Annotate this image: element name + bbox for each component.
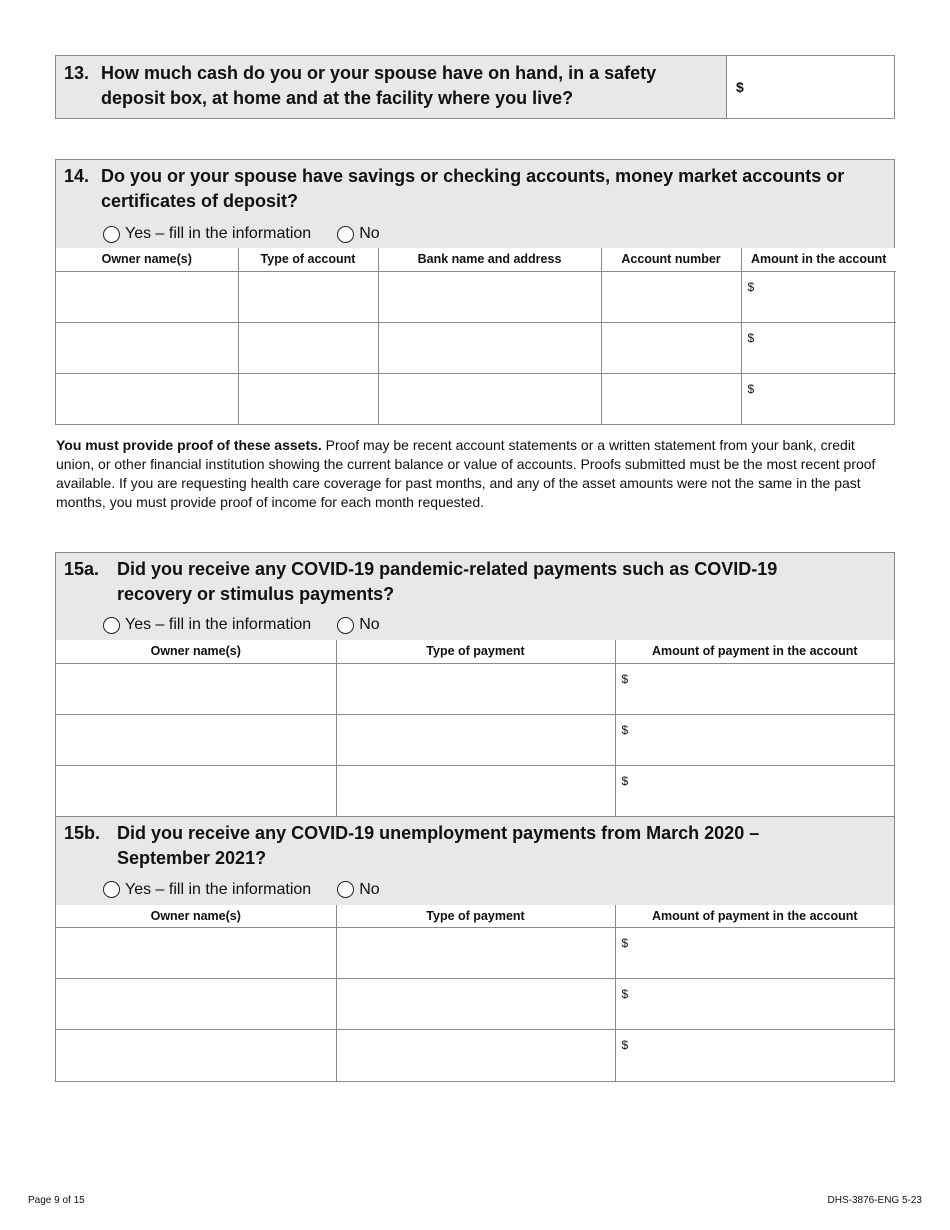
type-input[interactable]	[336, 714, 615, 765]
proof-note-bold: You must provide proof of these assets.	[56, 437, 322, 453]
amount-input[interactable]: $	[741, 373, 896, 424]
q14-question: Do you or your spouse have savings or checking accounts, money market accounts or certificates of deposit?	[101, 166, 845, 211]
q13-currency: $	[736, 79, 744, 95]
type-input[interactable]	[336, 765, 615, 816]
q15a-payments-table	[56, 640, 894, 817]
table-row	[56, 928, 894, 979]
owner-input[interactable]	[56, 663, 336, 714]
type-input[interactable]	[336, 663, 615, 714]
account-number-input[interactable]	[601, 271, 741, 322]
owner-input[interactable]	[56, 271, 238, 322]
table-row	[56, 373, 896, 424]
account-number-input[interactable]	[601, 322, 741, 373]
amount-input[interactable]: $	[615, 1030, 894, 1081]
owner-input[interactable]	[56, 928, 336, 979]
col-owner-names: Owner name(s)	[56, 248, 238, 271]
type-input[interactable]	[238, 271, 378, 322]
q15a-question: Did you receive any COVID-19 pandemic-related payments such as COVID-19 recovery or stimulus payments?	[117, 559, 778, 604]
col-type-of-account: Type of account	[238, 248, 378, 271]
table-row	[56, 979, 894, 1030]
col-owner-names: Owner name(s)	[56, 905, 336, 928]
radio-circle-icon[interactable]	[337, 881, 354, 898]
q15b-payments-table	[56, 905, 894, 1081]
type-input[interactable]	[336, 979, 615, 1030]
q14-header	[56, 160, 894, 248]
page-number: Page 9 of 15	[28, 1195, 85, 1206]
form-id: DHS-3876-ENG 5-23	[827, 1195, 922, 1206]
q14-no-radio[interactable]: No	[337, 225, 379, 243]
radio-circle-icon[interactable]	[337, 617, 354, 634]
col-amount-of-payment: Amount of payment in the account	[615, 905, 894, 928]
table-header-row	[56, 248, 896, 271]
q13-box	[55, 55, 895, 119]
owner-input[interactable]	[56, 1030, 336, 1081]
amount-input[interactable]: $	[615, 663, 894, 714]
type-input[interactable]	[336, 928, 615, 979]
bank-input[interactable]	[378, 322, 601, 373]
table-row	[56, 1030, 894, 1081]
amount-input[interactable]: $	[615, 714, 894, 765]
owner-input[interactable]	[56, 979, 336, 1030]
q15a-number: 15a.	[64, 559, 100, 579]
q13-amount-input[interactable]	[727, 56, 894, 118]
q15-box	[55, 552, 895, 1082]
owner-input[interactable]	[56, 373, 238, 424]
q14-yes-radio[interactable]: Yes – fill in the information	[103, 225, 311, 243]
table-row	[56, 714, 894, 765]
radio-circle-icon[interactable]	[103, 226, 120, 243]
table-header-row	[56, 640, 894, 663]
q13-number: 13.	[64, 63, 90, 83]
col-amount-of-payment: Amount of payment in the account	[615, 640, 894, 663]
owner-input[interactable]	[56, 714, 336, 765]
q15a-header	[56, 553, 894, 640]
type-input[interactable]	[238, 322, 378, 373]
col-type-of-payment: Type of payment	[336, 640, 615, 663]
owner-input[interactable]	[56, 765, 336, 816]
amount-input[interactable]: $	[615, 765, 894, 816]
type-input[interactable]	[238, 373, 378, 424]
radio-circle-icon[interactable]	[103, 881, 120, 898]
q15b-no-radio[interactable]: No	[337, 881, 379, 899]
account-number-input[interactable]	[601, 373, 741, 424]
q15a-radio-group	[103, 613, 886, 637]
radio-circle-icon[interactable]	[337, 226, 354, 243]
q14-radio-group	[103, 222, 886, 246]
table-row	[56, 322, 896, 373]
amount-input[interactable]: $	[615, 979, 894, 1030]
q13-question: How much cash do you or your spouse have on hand, in a safety deposit box, at home and at the facility where you live?	[101, 63, 657, 108]
proof-note-text: Proof may be recent account statements or a written statement from your bank, credit union, or other financial institution showing the current balance or value of accounts. Proofs submitted must be the most recent proof available. If you are requesting health care coverage for past months, and any of the asset amounts were not the same in the past months, you must provide proof of income for each month requested.	[56, 437, 876, 510]
bank-input[interactable]	[378, 271, 601, 322]
col-amount: Amount in the account	[741, 248, 896, 271]
q14-box	[55, 159, 895, 425]
col-owner-names: Owner name(s)	[56, 640, 336, 663]
table-row	[56, 271, 896, 322]
q15a-no-radio[interactable]: No	[337, 616, 379, 634]
q14-accounts-table	[56, 248, 896, 424]
radio-circle-icon[interactable]	[103, 617, 120, 634]
q15b-radio-group	[103, 878, 886, 902]
table-row	[56, 765, 894, 816]
q15b-yes-radio[interactable]: Yes – fill in the information	[103, 881, 311, 899]
bank-input[interactable]	[378, 373, 601, 424]
type-input[interactable]	[336, 1030, 615, 1081]
col-account-number: Account number	[601, 248, 741, 271]
proof-note	[56, 436, 896, 512]
amount-input[interactable]: $	[615, 928, 894, 979]
q15a-yes-radio[interactable]: Yes – fill in the information	[103, 616, 311, 634]
q15b-header	[56, 817, 894, 905]
owner-input[interactable]	[56, 322, 238, 373]
amount-input[interactable]: $	[741, 271, 896, 322]
table-header-row	[56, 905, 894, 928]
col-bank-name-address: Bank name and address	[378, 248, 601, 271]
amount-input[interactable]: $	[741, 322, 896, 373]
col-type-of-payment: Type of payment	[336, 905, 615, 928]
q15b-number: 15b.	[64, 822, 101, 843]
q14-number: 14.	[64, 166, 90, 186]
q15b-question: Did you receive any COVID-19 unemployment payments from March 2020 – September 2021?	[117, 822, 760, 868]
q13-question-cell	[56, 56, 727, 118]
table-row	[56, 663, 894, 714]
